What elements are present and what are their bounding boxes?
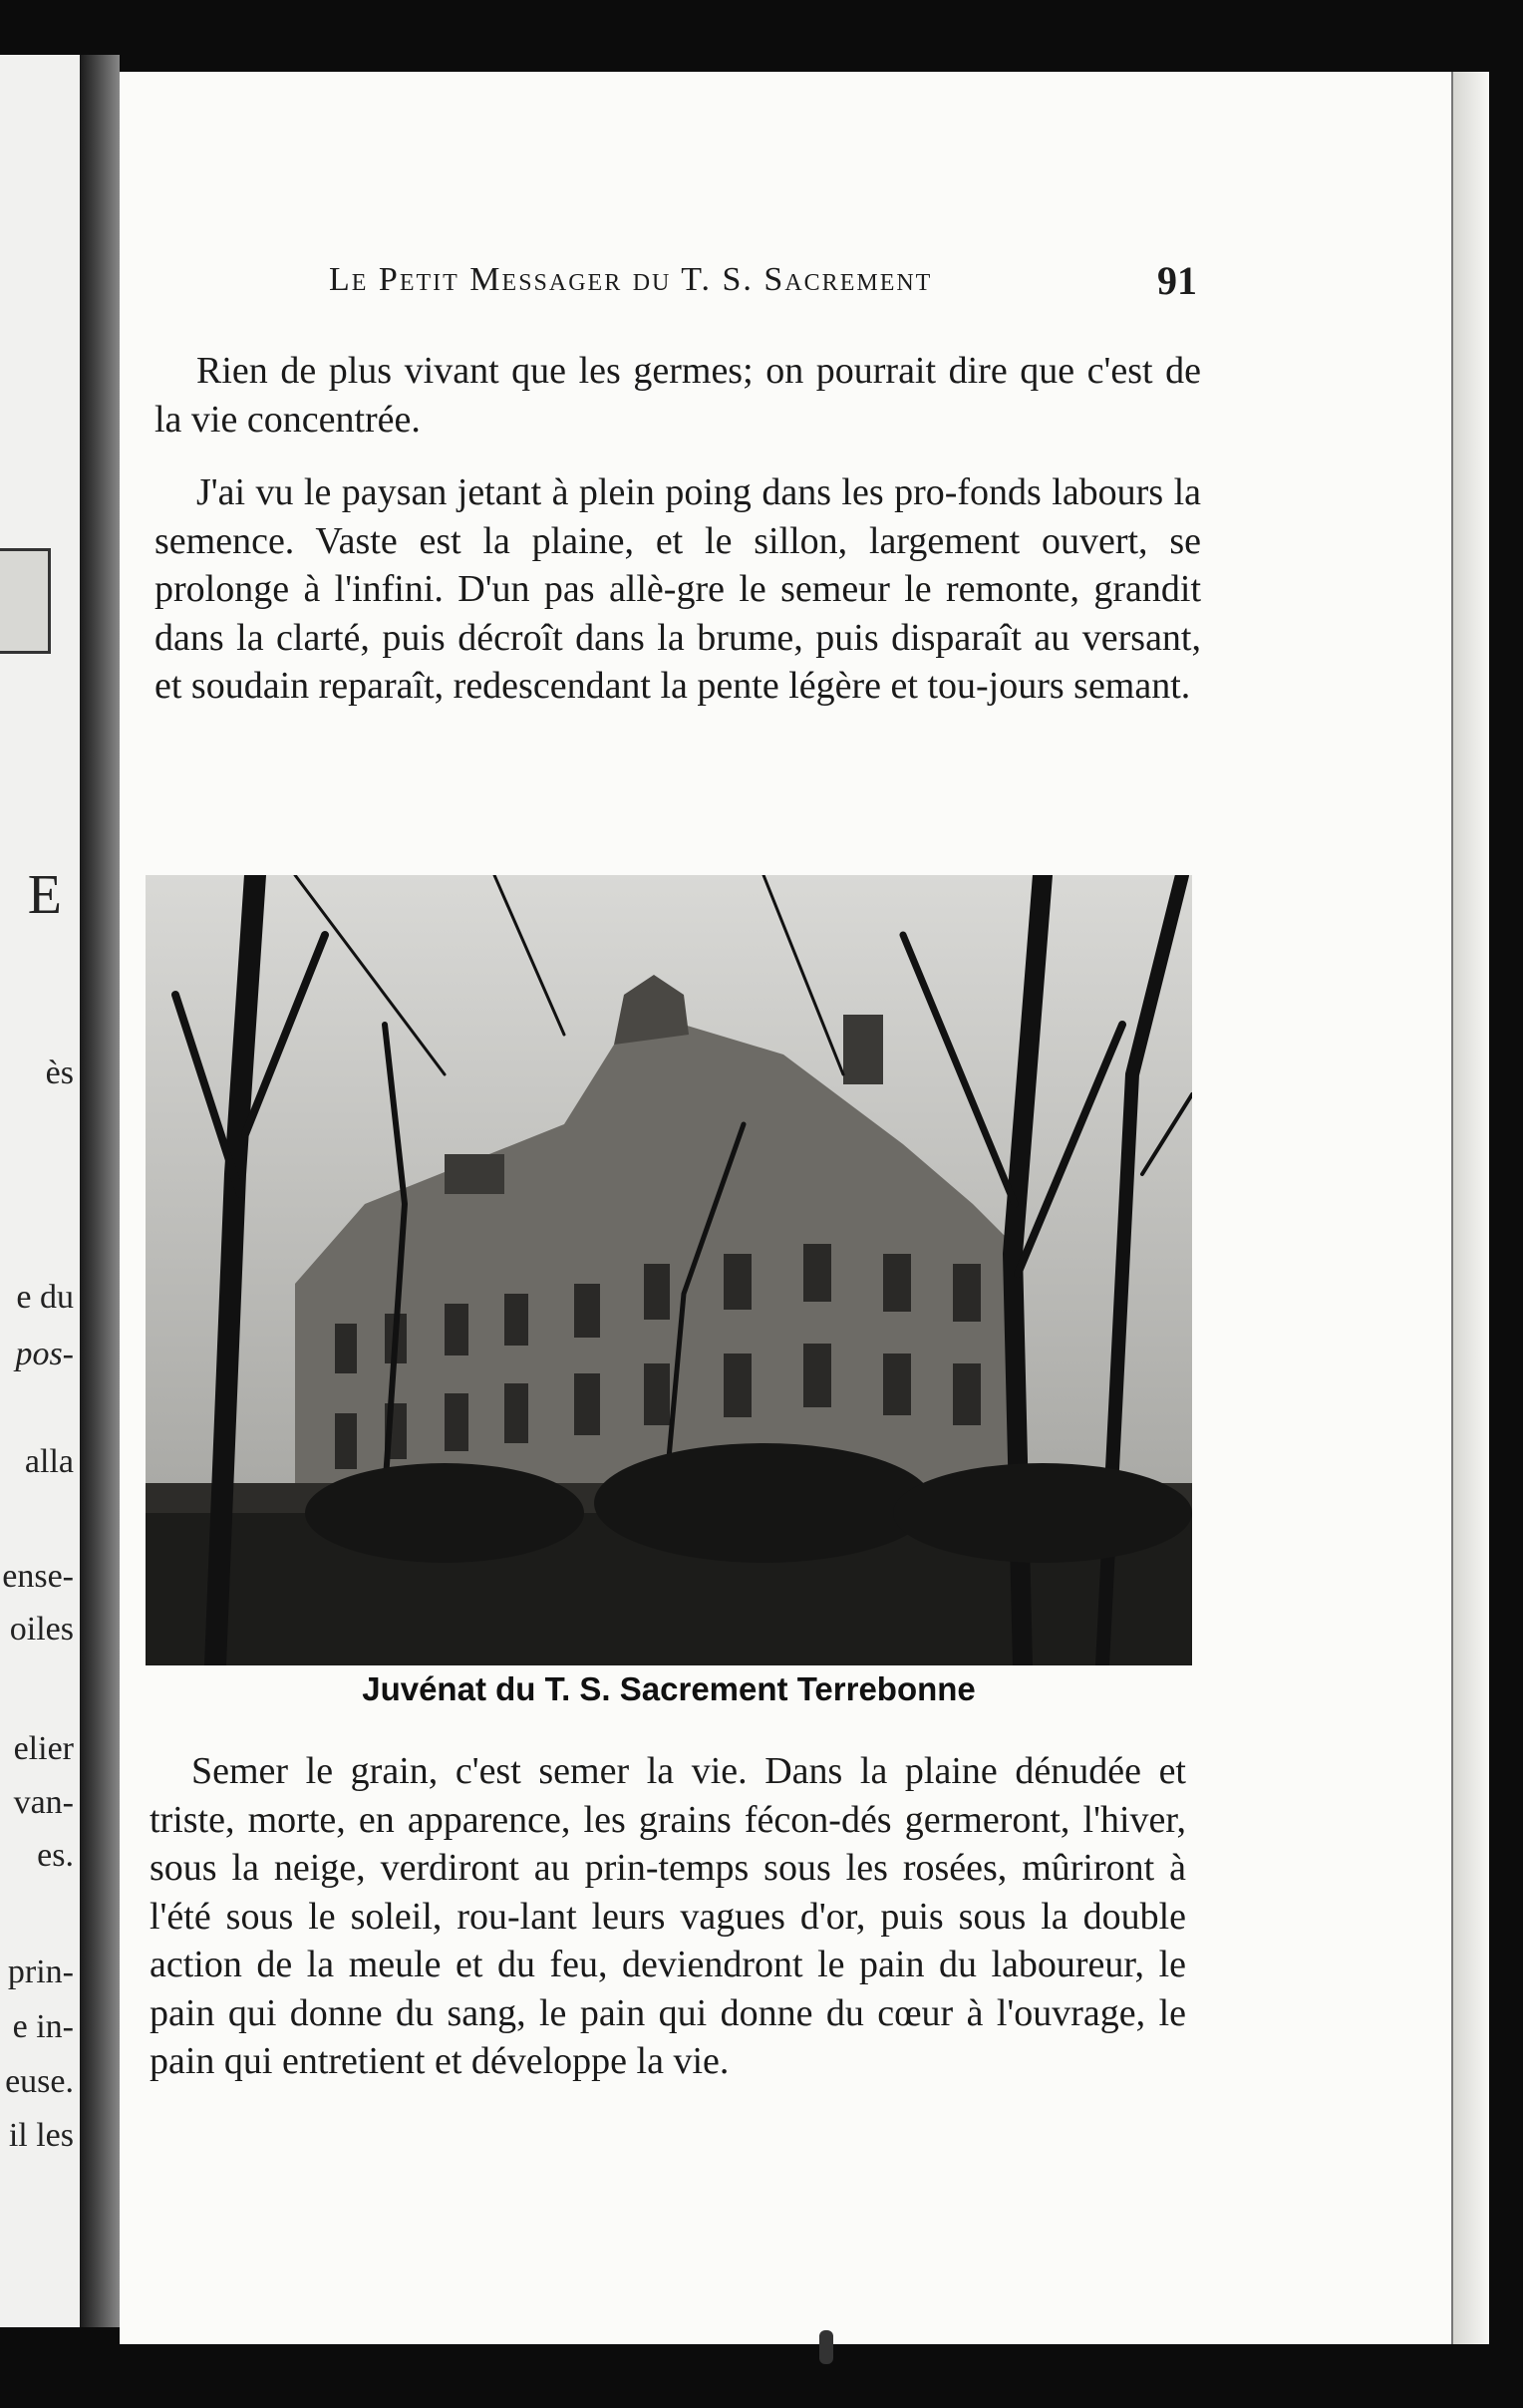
paragraph: J'ai vu le paysan jetant à plein poing dans les pro-fonds labours la semence. Vaste est la plaine, et le sillon, largement ouvert, se prolonge à l'infini. D'un pas allè-gre le semeur le remonte, grandit dans la clarté, puis décroît dans la brume, puis disparaît au versant, et soudain reparaît, redescendant la pente légère et tou-jours semant. [154,471,1201,707]
left-page-fragment-text: pos- [15,1336,74,1372]
left-page-fragment-text: elier [13,1730,74,1767]
running-title: Le Petit Messager du T. S. Sacrement [329,261,933,298]
left-page-fragment-text: E [27,864,62,926]
left-page-fragment-text: il les [8,2117,74,2154]
ornament-icon [0,548,51,654]
left-page-fragment-text: oiles [9,1611,74,1648]
scan-artifact [819,2330,833,2364]
left-page-fragment-text: e du [16,1279,74,1316]
running-header [206,257,1197,307]
figure-caption: Juvénat du T. S. Sacrement Terrebonne [362,1670,976,1707]
left-page-fragment-text: prin- [7,1954,74,1990]
book-gutter [80,55,120,2327]
page-edge [1451,72,1489,2344]
page-number: 91 [1157,258,1197,303]
building-photo [146,875,1192,1665]
paragraph: Semer le grain, c'est semer la vie. Dans la plaine dénudée et triste, morte, en apparence, les grains fécon-dés germeront, l'hiver, sous la neige, verdiront au prin-temps sous les rosées, mûriront à l'été sous le soleil, rou-lant leurs vagues d'or, puis sous la double action de la meule et du feu, deviendront le pain du laboureur, le pain qui donne du sang, le pain qui donne du cœur à l'ouvrage, le pain qui entretient et développe la vie. [150,1750,1186,2082]
paragraph: Rien de plus vivant que les germes; on pourrait dire que c'est de la vie concentrée. [154,350,1201,441]
left-page-fragment-text: van- [13,1784,74,1821]
left-page-fragment-text: e in- [12,2008,74,2045]
left-page-fragment [0,55,80,2327]
building-photo-icon [146,875,1192,1665]
left-page-fragment-text: es. [37,1837,74,1874]
left-page-fragment-text: ense- [2,1558,74,1595]
left-page-fragment-text: alla [24,1443,74,1480]
left-page-fragment-text: ès [45,1054,74,1091]
left-page-fragment-text: euse. [5,2063,74,2100]
